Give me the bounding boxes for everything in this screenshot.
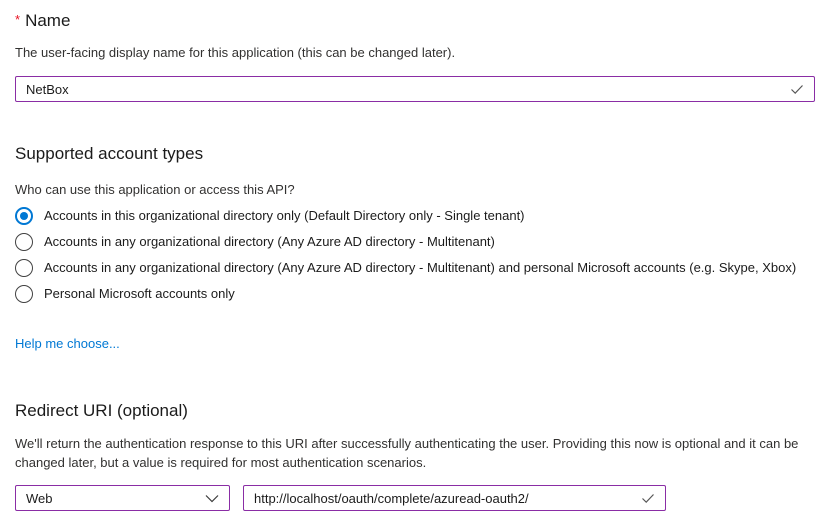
required-asterisk: * (15, 12, 21, 27)
name-input[interactable] (15, 76, 815, 102)
redirect-uri-title: Redirect URI (optional) (15, 401, 188, 420)
radio-option-personal-only[interactable] (15, 285, 815, 303)
name-label: Name (25, 11, 71, 30)
redirect-uri-row (15, 485, 815, 511)
radio-option-label[interactable]: Accounts in any organizational directory (Any Azure AD directory - Multitenant) and personal Microsoft accounts (e.g. Skype, Xbox) (44, 260, 797, 275)
name-description: The user-facing display name for this application (this can be changed later). (15, 45, 456, 60)
redirect-uri-input[interactable] (243, 485, 666, 511)
radio-option-single-tenant[interactable] (15, 207, 815, 225)
redirect-uri-field (243, 485, 666, 511)
radio-button-icon[interactable] (15, 285, 33, 303)
radio-option-multitenant-personal[interactable] (15, 259, 815, 277)
redirect-uri-description: We'll return the authentication response to this URI after successfully authenticating the user. Providing this now is optional and it can be changed later, but a value is required for most authentication scenarios. (15, 436, 799, 470)
radio-option-label[interactable]: Personal Microsoft accounts only (44, 286, 235, 301)
account-types-question: Who can use this application or access this API? (15, 182, 295, 197)
radio-option-multitenant[interactable] (15, 233, 815, 251)
name-field (15, 76, 815, 102)
name-section-title (15, 10, 815, 31)
radio-button-icon[interactable] (15, 259, 33, 277)
radio-button-icon[interactable] (15, 233, 33, 251)
help-me-choose-link[interactable]: Help me choose... (15, 336, 120, 351)
radio-option-label[interactable]: Accounts in this organizational directory only (Default Directory only - Single tenant) (44, 208, 525, 223)
platform-dropdown[interactable] (15, 485, 230, 511)
account-type-options (15, 207, 815, 303)
radio-option-label[interactable]: Accounts in any organizational directory (Any Azure AD directory - Multitenant) (44, 234, 495, 249)
account-types-title: Supported account types (15, 144, 204, 163)
radio-button-selected-icon[interactable] (15, 207, 33, 225)
platform-dropdown-value: Web (26, 490, 53, 506)
chevron-down-icon (205, 494, 219, 503)
